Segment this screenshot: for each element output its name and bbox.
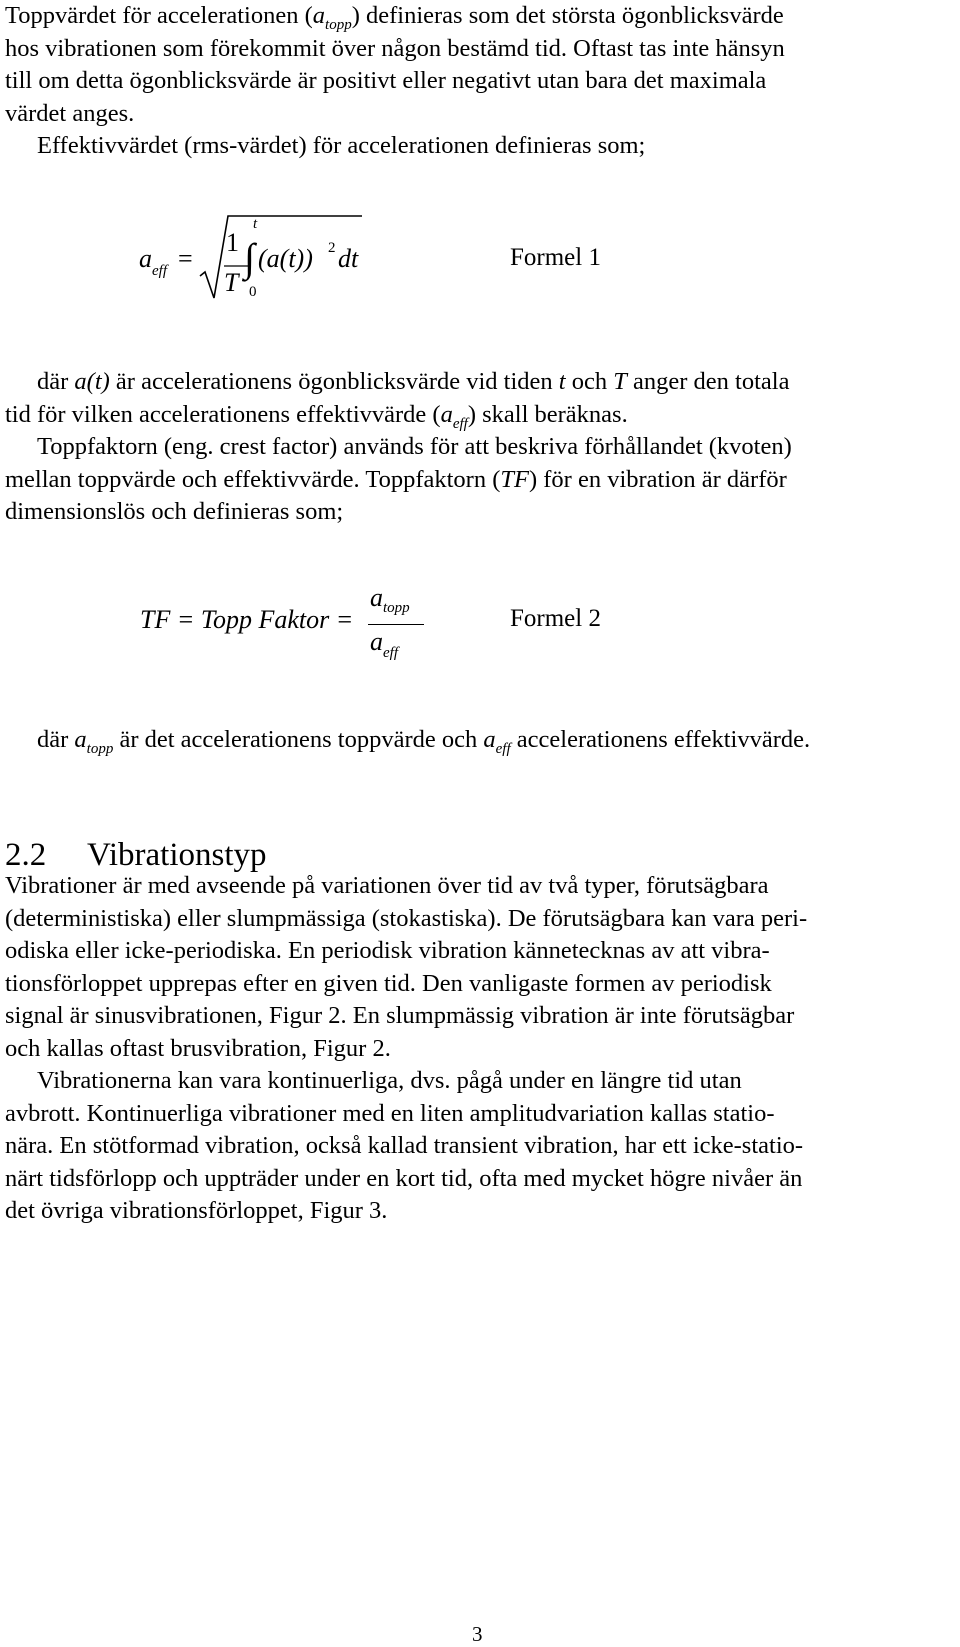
formula2-den-sub: eff	[383, 645, 398, 661]
body2-line: det övriga vibrationsförloppet, Figur 3.	[5, 1197, 388, 1224]
p2-line-3: Toppfaktorn (eng. crest factor) används för att beskriva förhållandet (kvoten)	[37, 433, 792, 460]
intro-line-3: till om detta ögonblicksvärde är positivt eller negativt utan bara det maximala	[5, 67, 767, 94]
intro-line-4: värdet anges.	[5, 99, 135, 127]
formula1-lower-limit: 0	[249, 284, 257, 300]
p2-line-4: mellan toppvärde och effektivvärde. Toppfaktorn (TF) för en vibration är därför	[5, 465, 787, 493]
formula1-integrand: (a(t))	[258, 244, 313, 273]
body2-line: närt tidsförlopp och uppträder under en kort tid, ofta med mycket högre nivåer än	[5, 1164, 803, 1192]
body-line: signal är sinusvibrationen, Figur 2. En slumpmässig vibration är inte förutsägbar	[5, 1002, 795, 1029]
formula1-label: Formel 1	[510, 244, 601, 271]
p3-line-1: där $a_{topp}$ är det accelerationens toppvärde och $a_{eff}$ accelerationens effektivvärde.	[37, 726, 811, 757]
formula1-equals: =	[178, 244, 193, 273]
body-line: (deterministiska) eller slumpmässiga (stokastiska). De förutsägbara kan vara peri-	[5, 904, 808, 932]
formula2-num-sub: topp	[383, 600, 410, 616]
section-number: 2.2	[5, 837, 47, 873]
body-line: tionsförloppet upprepas efter en given tid. Den vanligaste formen av periodisk	[5, 969, 772, 997]
formula2-num-a: a	[370, 583, 383, 612]
intro-line-1: Toppvärdet för accelerationen $(a_{topp})$ definieras som det största ögonblicksvärde	[5, 2, 784, 33]
body-paragraph-1	[5, 870, 951, 1065]
intro-line-2: hos vibrationen som förekommit över någon bestämd tid. Oftast tas inte hänsyn	[5, 34, 785, 62]
section-heading	[5, 837, 267, 874]
formula1-power: 2	[328, 240, 336, 256]
formula2-fraction-bar	[368, 624, 424, 625]
p2-line-1: där a(t) är accelerationens ögonblicksvärde vid tiden t och T anger den totala	[37, 368, 790, 395]
body-line: och kallas oftast brusvibration, Figur 2.	[5, 1034, 391, 1062]
section-title: Vibrationstyp	[87, 837, 267, 873]
body2-line: avbrott. Kontinuerliga vibrationer med en liten amplitudvariation kallas statio-	[5, 1099, 775, 1127]
formula1-frac-denominator: T	[224, 268, 239, 297]
formula2-den-a: a	[370, 627, 383, 656]
formula1-lhs-sub: eff	[152, 263, 167, 279]
body-line: Vibrationer är med avseende på variationen över tid av två typer, förutsägbara	[5, 872, 769, 899]
p2-line-5: dimensionslös och definieras som;	[5, 498, 344, 525]
formula-2	[0, 580, 960, 690]
body-line: odiska eller icke-periodiska. En periodisk vibration kännetecknas av att vibra-	[5, 937, 770, 964]
body-paragraph-2	[5, 1065, 951, 1228]
intro-line-5: Effektivvärdet (rms-värdet) för accelerationen definieras som;	[37, 132, 646, 159]
formula1-lhs-a: a	[139, 244, 152, 273]
page-number: 3	[472, 1622, 483, 1646]
intro-paragraph	[5, 0, 951, 163]
paragraph-2	[5, 366, 951, 529]
formula1-frac-numerator: 1	[226, 228, 239, 257]
paragraph-3	[5, 724, 951, 757]
p2-line-2: tid för vilken accelerationens effektivvärde $(a_{eff})$ skall beräknas.	[5, 400, 628, 432]
body2-line: Vibrationerna kan vara kontinuerliga, dvs. pågå under en längre tid utan	[37, 1067, 742, 1094]
integral-sign: ∫	[244, 235, 255, 280]
formula1-dt: dt	[338, 244, 359, 273]
formula2-lhs: TF = Topp Faktor =	[140, 605, 354, 634]
formula-1	[0, 200, 960, 330]
formula1-upper-limit: t	[253, 216, 258, 232]
formula2-label: Formel 2	[510, 605, 601, 632]
body2-line: nära. En stötformad vibration, också kallad transient vibration, har ett icke-statio-	[5, 1132, 804, 1159]
